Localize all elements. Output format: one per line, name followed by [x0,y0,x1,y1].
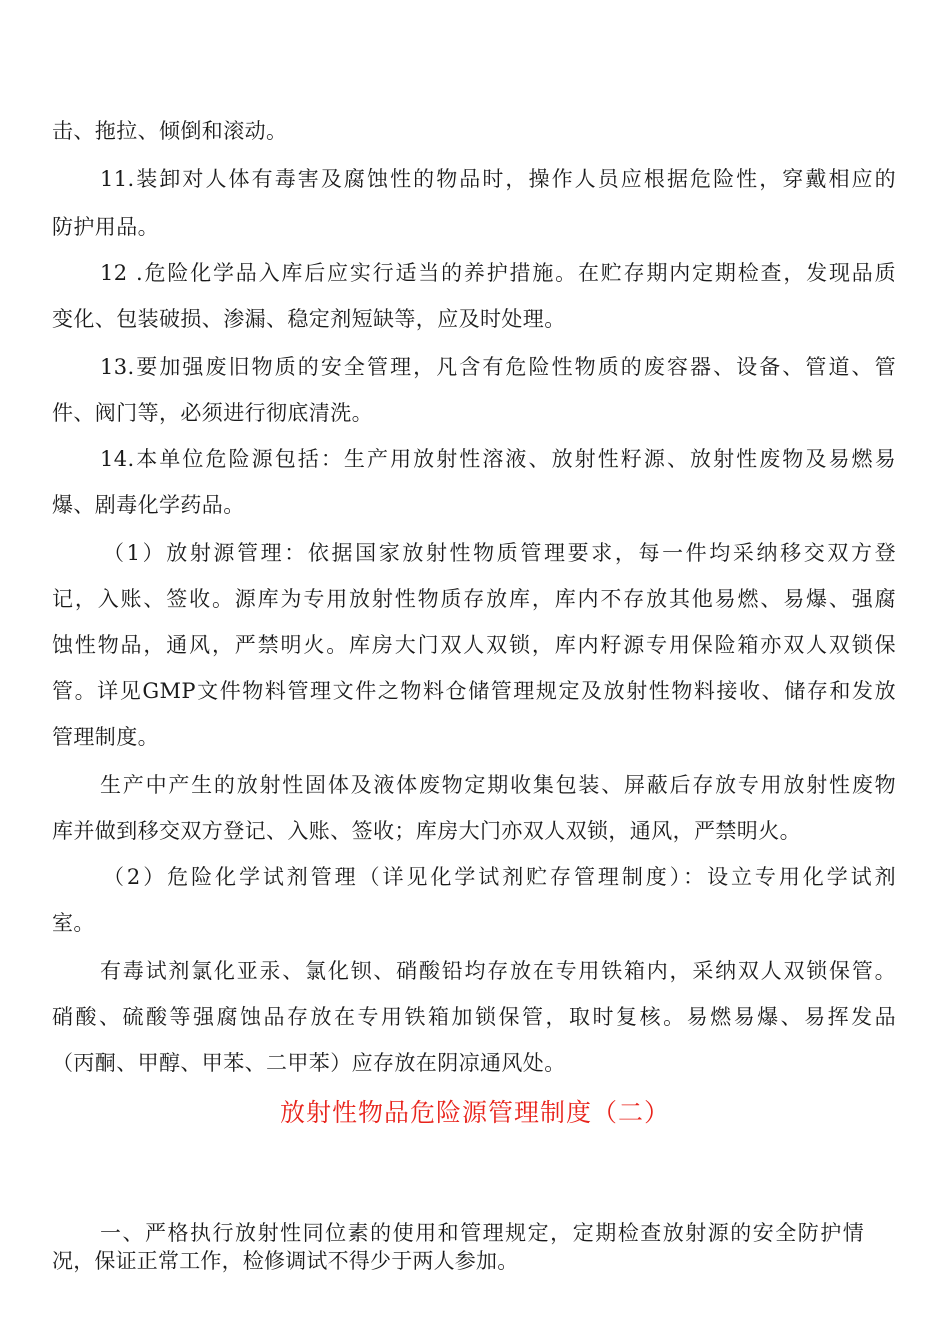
text-line: （1）放射源管理：依据国家放射性物质管理要求，每一件均采纳移交双方登 [103,541,896,565]
text-line: 管理制度。 [52,725,159,749]
text-line: 管。详见GMP文件物料管理文件之物料仓储管理规定及放射性物料接收、储存和发放 [52,679,896,703]
text-line: 击、拖拉、倾倒和滚动。 [52,119,288,143]
text-line: 蚀性物品，通风，严禁明火。库房大门双人双锁，库内籽源专用保险箱亦双人双锁保 [52,633,896,657]
text-line: 生产中产生的放射性固体及液体废物定期收集包装、屏蔽后存放专用放射性废物 [100,773,896,797]
text-line: 库并做到移交双方登记、入账、签收；库房大门亦双人双锁，通风，严禁明火。 [52,819,801,843]
text-line: （丙酮、甲醇、甲苯、二甲苯）应存放在阴凉通风处。 [52,1051,566,1075]
text-line: 变化、包装破损、渗漏、稳定剂短缺等，应及时处理。 [52,307,566,331]
text-line: 记，入账、签收。源库为专用放射性物质存放库，库内不存放其他易燃、易爆、强腐 [52,587,896,611]
text-line: 12 .危险化学品入库后应实行适当的养护措施。在贮存期内定期检查，发现品质 [100,261,896,285]
text-line: 13.要加强废旧物质的安全管理，凡含有危险性物质的废容器、设备、管道、管 [100,355,896,379]
text-line: 14.本单位危险源包括：生产用放射性溶液、放射性籽源、放射性废物及易燃易 [100,447,896,471]
text-line: 11.装卸对人体有毒害及腐蚀性的物品时，操作人员应根据危险性，穿戴相应的 [100,167,896,191]
text-line: 硝酸、硫酸等强腐蚀品存放在专用铁箱加锁保管，取时复核。易燃易爆、易挥发品 [52,1005,896,1029]
text-line: 一、严格执行放射性同位素的使用和管理规定，定期检查放射源的安全防护情 [100,1221,864,1245]
text-line: 况，保证正常工作，检修调试不得少于两人参加。 [52,1249,519,1273]
text-line: 有毒试剂氯化亚汞、氯化钡、硝酸铅均存放在专用铁箱内，采纳双人双锁保管。 [100,959,896,983]
section-title: 放射性物品危险源管理制度（二） [279,1098,670,1127]
text-line: 件、阀门等，必须进行彻底清洗。 [52,401,373,425]
text-line: 室。 [52,911,95,935]
text-line: 爆、剧毒化学药品。 [52,493,245,517]
text-line: （2）危险化学试剂管理（详见化学试剂贮存管理制度）：设立专用化学试剂 [103,865,896,889]
text-line: 防护用品。 [52,215,159,239]
